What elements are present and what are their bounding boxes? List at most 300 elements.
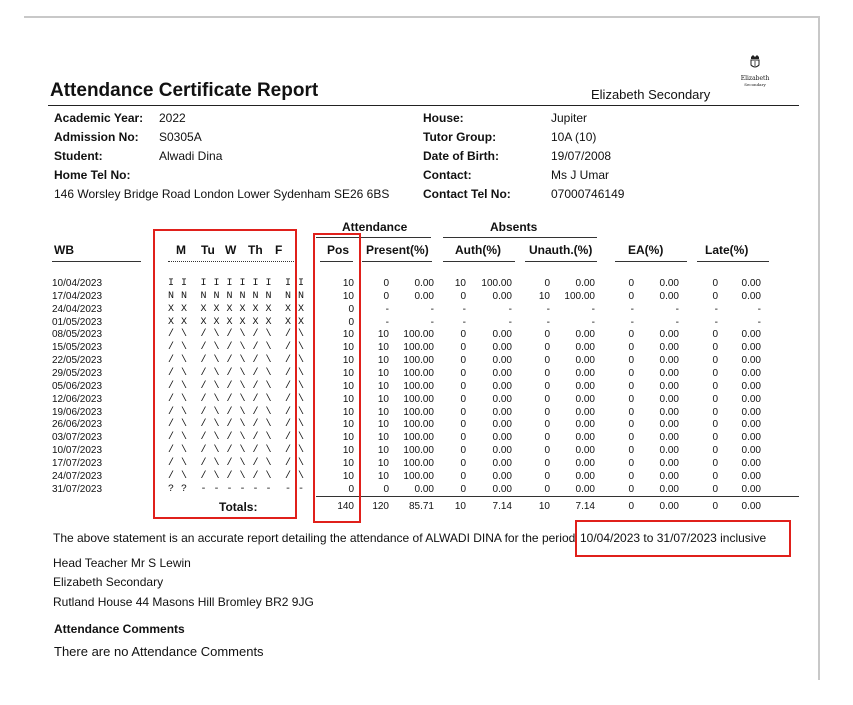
row-late-pct: 0.00 [741,278,761,289]
row-auth-pct: 0.00 [492,470,512,482]
row-marks: / \ / \ / \ / \ / \ [168,419,305,431]
table-row [0,393,853,406]
row-late: 0 [712,419,718,431]
col-unauth: Unauth.(%) [529,243,593,257]
row-ea: 0 [628,278,634,289]
row-pos: 10 [342,457,354,469]
student-value: Alwadi Dina [159,149,223,163]
table-row [0,367,853,380]
row-pos: 10 [342,342,354,354]
logo-subtext: Secondary [744,82,766,87]
totals-rule [316,496,799,497]
row-ea-pct: 0.00 [659,290,679,302]
row-auth-pct: 0.00 [492,457,512,469]
row-present: 10 [377,355,389,367]
row-auth: 0 [460,342,466,354]
table-row [0,470,853,483]
row-unauth-pct: 0.00 [575,406,595,418]
row-marks: / \ / \ / \ / \ / \ [168,457,305,469]
table-row [0,290,853,303]
row-late: 0 [712,355,718,367]
row-present-pct: 0.00 [414,290,434,302]
row-unauth-pct: 0.00 [575,329,595,341]
row-ea-pct: 0.00 [659,278,679,289]
comments-heading: Attendance Comments [54,622,185,636]
row-late-pct: 0.00 [741,457,761,469]
row-ea-pct: 0.00 [659,483,679,495]
row-unauth: 0 [544,329,550,341]
row-pos: 10 [342,329,354,341]
row-pos: 0 [348,483,354,495]
row-auth: 0 [460,355,466,367]
row-ea: 0 [628,290,634,302]
row-auth-pct: 0.00 [492,419,512,431]
row-unauth: - [546,303,550,315]
row-pos: 0 [348,303,354,315]
row-present-pct: 100.00 [403,406,434,418]
pos-highlight-box [313,233,361,523]
row-pos: 10 [342,406,354,418]
row-unauth-pct: 0.00 [575,367,595,379]
row-wb: 03/07/2023 [52,432,103,444]
row-unauth: 10 [538,290,550,302]
row-auth: 0 [460,432,466,444]
row-late: 0 [712,278,718,289]
col-ea: EA(%) [628,243,664,257]
row-marks: / \ / \ / \ / \ / \ [168,406,305,418]
row-ea: 0 [628,419,634,431]
row-auth-pct: - [508,316,512,328]
row-present: 10 [377,470,389,482]
row-wb: 17/04/2023 [52,290,103,302]
row-late-pct: 0.00 [741,445,761,457]
table-row [0,418,853,431]
row-marks: / \ / \ / \ / \ / \ [168,355,305,367]
row-unauth-pct: 0.00 [575,457,595,469]
table-row [0,277,853,290]
row-ea-pct: 0.00 [659,457,679,469]
row-unauth: 0 [544,470,550,482]
col-day-fri: F [275,243,283,257]
row-unauth: 0 [544,355,550,367]
row-auth: 0 [460,406,466,418]
row-auth: 0 [460,470,466,482]
dob-value: 19/07/2008 [551,149,612,163]
row-unauth-pct: 0.00 [575,483,595,495]
row-auth: 0 [460,367,466,379]
total-unauth-pct: 7.14 [575,501,595,512]
row-pos: 10 [342,290,354,302]
header-divider [48,105,799,106]
row-late: 0 [712,406,718,418]
row-auth: 0 [460,329,466,341]
row-ea: 0 [628,470,634,482]
row-pos: 10 [342,419,354,431]
row-auth-pct: 0.00 [492,380,512,392]
admission-value: S0305A [159,130,202,144]
total-late-pct: 0.00 [741,501,761,512]
row-unauth-pct: 0.00 [575,342,595,354]
row-present-pct: 100.00 [403,342,434,354]
totals-label: Totals: [219,500,258,514]
row-auth-pct: 0.00 [492,393,512,405]
col-day-mon: M [176,243,186,257]
house-value: Jupiter [551,111,588,125]
row-ea-pct: 0.00 [659,406,679,418]
row-present-pct: 100.00 [403,470,434,482]
row-late-pct: 0.00 [741,419,761,431]
row-unauth-pct: - [591,303,595,315]
row-present: 0 [383,278,389,289]
total-late: 0 [712,501,718,512]
row-late-pct: 0.00 [741,483,761,495]
row-wb: 19/06/2023 [52,406,103,418]
table-row [0,303,853,316]
comments-text: There are no Attendance Comments [54,644,264,659]
row-pos: 10 [342,470,354,482]
contact-tel-label: Contact Tel No: [423,187,511,201]
row-ea-pct: 0.00 [659,367,679,379]
head-teacher: Head Teacher Mr S Lewin [53,556,191,570]
contact-label: Contact: [423,168,472,182]
row-present: 10 [377,445,389,457]
row-pos: 10 [342,432,354,444]
row-auth-pct: 0.00 [492,406,512,418]
row-marks: / \ / \ / \ / \ / \ [168,329,305,341]
col-day-thu: Th [248,243,263,257]
row-late: 0 [712,380,718,392]
row-present: 0 [383,290,389,302]
col-day-tue: Tu [201,243,215,257]
row-unauth-pct: 0.00 [575,278,595,289]
total-auth-pct: 7.14 [492,501,512,512]
row-marks: / \ / \ / \ / \ / \ [168,445,305,457]
row-late: 0 [712,290,718,302]
row-auth: 0 [460,419,466,431]
row-unauth: 0 [544,406,550,418]
total-ea: 0 [628,501,634,512]
crest-icon [749,54,761,70]
row-late-pct: 0.00 [741,393,761,405]
days-highlight-box [153,229,305,519]
row-wb: 24/07/2023 [52,470,103,482]
tutor-group-value: 10A (10) [551,130,597,144]
row-late-pct: - [757,316,761,328]
row-late: 0 [712,470,718,482]
table-row [0,431,853,444]
row-ea: 0 [628,380,634,392]
tutor-group-label: Tutor Group: [423,130,497,144]
row-late: 0 [712,329,718,341]
table-row [0,457,853,470]
row-late: 0 [712,342,718,354]
table-row [0,328,853,341]
row-wb: 29/05/2023 [52,367,103,379]
row-unauth-pct: 0.00 [575,355,595,367]
statement-period: 10/04/2023 to 31/07/2023 inclusive [580,531,767,545]
admission-label: Admission No: [54,130,139,144]
row-marks: / \ / \ / \ / \ / \ [168,380,305,392]
header-rule-ea [615,261,687,262]
row-ea: - [630,316,634,328]
row-late: 0 [712,445,718,457]
row-unauth: 0 [544,380,550,392]
row-wb: 26/06/2023 [52,419,103,431]
row-unauth: 0 [544,432,550,444]
row-unauth: 0 [544,457,550,469]
total-auth: 10 [454,501,466,512]
row-ea: 0 [628,393,634,405]
dob-label: Date of Birth: [423,149,499,163]
row-auth-pct: 0.00 [492,367,512,379]
col-auth: Auth(%) [455,243,501,257]
total-ea-pct: 0.00 [659,501,679,512]
row-auth: - [462,303,466,315]
row-auth-pct: 0.00 [492,342,512,354]
row-auth-pct: 0.00 [492,329,512,341]
col-pos: Pos [327,243,350,257]
row-wb: 12/06/2023 [52,393,103,405]
row-present-pct: - [430,303,434,315]
row-pos: 10 [342,278,354,289]
signoff-school: Elizabeth Secondary [53,575,164,589]
col-late: Late(%) [705,243,749,257]
row-ea: 0 [628,406,634,418]
row-marks: X X X X X X X X X X [168,303,305,315]
row-present-pct: 100.00 [403,457,434,469]
row-unauth-pct: 0.00 [575,445,595,457]
row-ea: 0 [628,367,634,379]
row-unauth: - [546,316,550,328]
row-wb: 15/05/2023 [52,342,103,354]
col-wb: WB [54,243,74,257]
row-present-pct: 100.00 [403,419,434,431]
signoff-address: Rutland House 44 Masons Hill Bromley BR2 9JG [53,595,314,609]
table-row [0,341,853,354]
row-late-pct: - [757,303,761,315]
row-marks: / \ / \ / \ / \ / \ [168,432,305,444]
row-pos: 10 [342,380,354,392]
row-present-pct: 100.00 [403,445,434,457]
row-auth: - [462,316,466,328]
row-unauth: 0 [544,445,550,457]
row-ea: 0 [628,355,634,367]
row-ea-pct: 0.00 [659,329,679,341]
row-unauth: 0 [544,367,550,379]
row-pos: 0 [348,316,354,328]
total-unauth: 10 [538,501,550,512]
row-late: 0 [712,432,718,444]
contact-tel-value: 07000746149 [551,187,625,201]
academic-year-label: Academic Year: [54,111,144,125]
table-row [0,483,853,496]
row-present: 10 [377,342,389,354]
row-unauth-pct: 0.00 [575,432,595,444]
row-present-pct: 0.00 [414,483,434,495]
col-present: Present(%) [366,243,429,257]
row-marks: I I I I I I I I I I [168,278,305,289]
totals-row [0,500,853,513]
row-marks: / \ / \ / \ / \ / \ [168,367,305,379]
row-wb: 05/06/2023 [52,380,103,392]
row-late-pct: 0.00 [741,355,761,367]
row-unauth-pct: 0.00 [575,470,595,482]
row-wb: 17/07/2023 [52,457,103,469]
row-present: - [385,303,389,315]
row-late: 0 [712,457,718,469]
student-label: Student: [54,149,103,163]
row-present-pct: 100.00 [403,367,434,379]
header-rule-wb [52,261,141,262]
row-late-pct: 0.00 [741,432,761,444]
row-present: 10 [377,432,389,444]
row-ea: 0 [628,342,634,354]
logo-text: Elizabeth [740,75,770,82]
table-row [0,354,853,367]
row-pos: 10 [342,355,354,367]
row-unauth-pct: - [591,316,595,328]
row-auth: 0 [460,393,466,405]
row-auth: 0 [460,380,466,392]
row-pos: 10 [342,367,354,379]
academic-year-value: 2022 [159,111,186,125]
row-late-pct: 0.00 [741,470,761,482]
row-marks: N N N N N N N N N N [168,290,305,302]
row-auth-pct: 0.00 [492,445,512,457]
row-unauth: 0 [544,342,550,354]
absents-group-header: Absents [490,220,538,234]
row-late: 0 [712,367,718,379]
row-unauth-pct: 0.00 [575,393,595,405]
row-auth: 0 [460,457,466,469]
row-late: - [714,316,718,328]
total-pos: 140 [337,501,354,512]
row-auth: 10 [454,278,466,289]
row-unauth-pct: 0.00 [575,419,595,431]
row-ea: 0 [628,457,634,469]
row-wb: 08/05/2023 [52,329,103,341]
row-pos: 10 [342,445,354,457]
row-present-pct: 100.00 [403,393,434,405]
row-wb: 31/07/2023 [52,483,103,495]
row-present: 0 [383,483,389,495]
row-wb: 10/04/2023 [52,278,103,289]
absents-group-rule [443,237,597,238]
table-row [0,380,853,393]
row-late-pct: 0.00 [741,406,761,418]
row-unauth-pct: 100.00 [564,290,595,302]
row-unauth: 0 [544,393,550,405]
col-day-wed: W [225,243,237,257]
row-wb: 01/05/2023 [52,316,103,328]
row-late-pct: 0.00 [741,380,761,392]
row-ea: 0 [628,483,634,495]
row-marks: / \ / \ / \ / \ / \ [168,470,305,482]
contact-value: Ms J Umar [551,168,609,182]
report-title: Attendance Certificate Report [50,80,319,101]
row-late-pct: 0.00 [741,329,761,341]
school-logo [738,54,772,87]
row-ea-pct: 0.00 [659,470,679,482]
row-auth-pct: - [508,303,512,315]
row-marks: / \ / \ / \ / \ / \ [168,342,305,354]
header-rule-unauth [525,261,597,262]
row-marks: ? ? - - - - - - - - [168,483,305,495]
row-late-pct: 0.00 [741,342,761,354]
row-wb: 22/05/2023 [52,355,103,367]
row-late: - [714,303,718,315]
row-present: - [385,316,389,328]
statement-text: The above statement is an accurate report detailing the attendance of ALWADI DINA for the period [53,531,576,545]
row-ea-pct: 0.00 [659,393,679,405]
row-auth: 0 [460,445,466,457]
row-marks: X X X X X X X X X X [168,316,305,328]
row-wb: 10/07/2023 [52,445,103,457]
row-late-pct: 0.00 [741,290,761,302]
table-row [0,444,853,457]
row-ea: 0 [628,445,634,457]
row-auth-pct: 0.00 [492,355,512,367]
row-unauth: 0 [544,483,550,495]
row-ea-pct: 0.00 [659,419,679,431]
row-ea-pct: 0.00 [659,380,679,392]
row-auth-pct: 0.00 [492,432,512,444]
table-row [0,316,853,329]
row-ea: 0 [628,329,634,341]
row-present: 10 [377,457,389,469]
row-auth-pct: 0.00 [492,290,512,302]
row-marks: / \ / \ / \ / \ / \ [168,393,305,405]
row-late: 0 [712,393,718,405]
total-present-pct: 85.71 [408,501,434,512]
attendance-group-header: Attendance [342,220,408,234]
row-present: 10 [377,419,389,431]
row-auth-pct: 0.00 [492,483,512,495]
row-auth-pct: 100.00 [481,278,512,289]
period-highlight-box [575,520,791,557]
row-ea-pct: 0.00 [659,445,679,457]
house-label: House: [423,111,464,125]
row-unauth: 0 [544,419,550,431]
row-present: 10 [377,393,389,405]
row-present-pct: 100.00 [403,355,434,367]
row-ea: 0 [628,432,634,444]
row-wb: 24/04/2023 [52,303,103,315]
row-ea-pct: 0.00 [659,355,679,367]
row-pos: 10 [342,393,354,405]
row-auth: 0 [460,483,466,495]
total-present: 120 [372,501,389,512]
row-ea: - [630,303,634,315]
row-present: 10 [377,380,389,392]
header-rule-late [697,261,769,262]
row-ea-pct: - [675,316,679,328]
row-present-pct: 0.00 [414,278,434,289]
row-present-pct: 100.00 [403,380,434,392]
home-address: 146 Worsley Bridge Road London Lower Sydenham SE26 6BS [54,187,390,201]
row-late-pct: 0.00 [741,367,761,379]
row-present-pct: - [430,316,434,328]
header-rule-auth [443,261,515,262]
row-present: 10 [377,329,389,341]
school-name: Elizabeth Secondary [591,87,711,102]
row-unauth: 0 [544,278,550,289]
row-present-pct: 100.00 [403,432,434,444]
row-present-pct: 100.00 [403,329,434,341]
row-present: 10 [377,367,389,379]
row-ea-pct: 0.00 [659,342,679,354]
row-present: 10 [377,406,389,418]
